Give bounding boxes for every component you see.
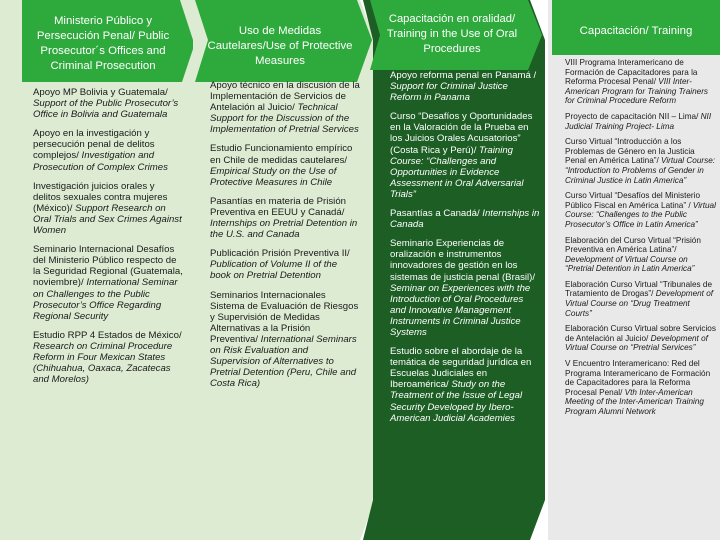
list-item: Apoyo MP Bolivia y Guatemala/ Support of the Public Prosecutor’s Office in Bolivia and Guatemala [33,87,179,121]
column-1-items [33,87,183,393]
list-item: Estudio sobre el abordaje de la temática de seguridad jurídica en Escuelas Judiciales en Iberoamérica/ Study on the Treatment of the Issue of Legal Security Developed by Ibero-American Judicial Academies [390,346,532,424]
list-item: Curso Virtual “Desafíos del Ministerio Público Fiscal en América Latina” / Virtual Course: “Challenges to the Public Prosecutor’s Office in Latin America” [565,191,716,229]
column-4-title: Capacitación/ Training [579,25,693,37]
list-item: Proyecto de capacitación NII – Lima/ NII Judicial Training Project- Lima [565,111,712,131]
list-item: Apoyo técnico en la discusión de la Implementación de Servicios de Antelación al Juicio/ Technical Support for the Discussion of the Implementation of Pretrial Services [210,80,360,136]
column-4-items [565,58,717,423]
list-item: Seminario Internacional Desafíos del Ministerio Público respecto de la Seguridad Regional (Guatemala, noviembre)/ International Seminar on Challenges to the Public Prosecutor’s Office Regarding Regional Security [33,244,183,322]
column-2-items [210,80,360,397]
list-item: Investigación juicios orales y delitos sexuales contra mujeres (México)/ Support Research on Oral Trials and Sex Crimes Against Women [33,180,182,237]
list-item: V Encuentro Interamericano: Red del Programa Interamericano de Formación de Capacitadores para la Reforma Procesal Penal/ Vth Inter-American Meeting of the Inter-American Training Program Alumni Network [565,359,711,416]
list-item: Estudio RPP 4 Estados de México/ Research on Criminal Procedure Reform in Four Mexican States (Chihuahua, Oaxaca, Zacatecas and Morelos) [33,329,182,386]
column-2-title: Uso de Medidas Cautelares/Use of Protective Measures [207,25,353,67]
list-item: Pasantías en materia de Prisión Preventiva en EEUU y Canadá/ Internships on Pretrial Detention in the U.S. and Canada [210,195,358,241]
list-item: Estudio Funcionamiento empírico en Chile de medidas cautelares/ Empirical Study on the Use of Protective Measures in Chile [210,143,353,188]
list-item: Curso Virtual “Introducción a los Problemas de Género en la Justicia Penal en América Latina”/ Virtual Course: “Introduction to Problems of Gender in Criminal Justice in Latin America” [565,137,716,185]
list-item: Curso “Desafíos y Oportunidades en la Valoración de la Prueba en los Juicios Orales Acusatorios” (Costa Rica y Perú)/ Training Course: “Challenges and Opportunities in Evidence Assessment in Oral Adversarial Trials” [390,111,533,200]
column-3-title: Capacitación en oralidad/ Training in the Use of Oral Procedures [386,13,518,55]
list-item: Publicación Prisión Preventiva II/ Publication of Volume II of the book on Pretrial Detention [210,248,350,282]
list-item: Seminario Experiencias de oralización e instrumentos innovadores de gestión en los sistemas de justicia penal (Brasil)/ Seminar on Experiences with the Introduction of Oral Procedures and Innovative Management Instruments in Criminal Justice Systems [390,238,536,338]
column-3-items [390,70,540,432]
list-item: Pasantías a Canadá/ Internships in Canada [390,208,540,231]
list-item: Apoyo reforma penal en Panamá / Support for Criminal Justice Reform in Panama [390,70,537,104]
list-item: Elaboración Curso Virtual “Tribunales de Tratamiento de Drogas”/ Development of Virtual Course on “Drug Treatment Courts” [565,279,714,318]
list-item: VIII Programa Interamericano de Formación de Capacitadores para la Reforma Procesal Penal/ VIII Inter-American Program for Training Trainers for Criminal Procedure Reform [565,58,709,106]
list-item: Elaboración Curso Virtual sobre Servicios de Antelación al Juicio/ Development of Virtual Course on “Pretrial Services” [565,324,716,353]
list-item: Apoyo en la investigación y persecución penal de delitos complejos/ Investigation and Prosecution of Complex Crimes [33,128,168,173]
list-item: Seminarios Internacionales Sistema de Evaluación de Riesgos y Supervisión de Medidas Alternativas a la Prisión Preventiva/ International Seminars on Risk Evaluation and Supervision of Alternatives to Pretrial Detention (Peru, Chile and Costa Rica) [210,289,359,390]
column-1-title: Ministerio Público y Persecución Penal/ Public Prosecutor´s Offices and Criminal Prosecution [36,15,170,72]
list-item: Elaboración del Curso Virtual “Prisión Preventiva en América Latina”/ Development of Virtual Course on “Pretrial Detention in Latin America” [565,235,701,274]
